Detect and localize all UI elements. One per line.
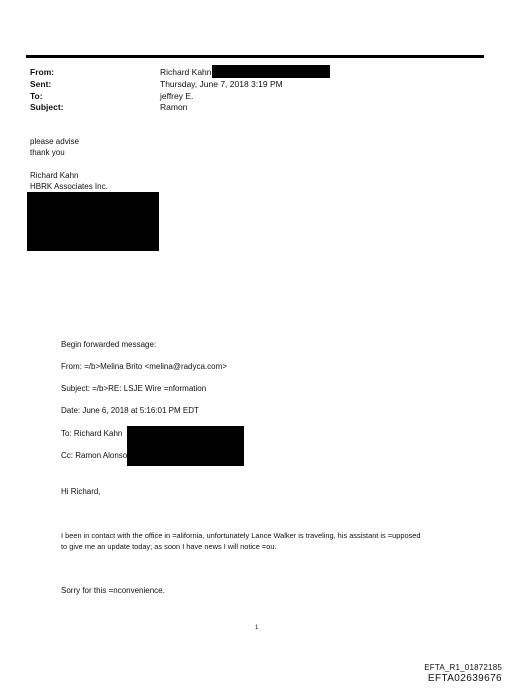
paragraph-line-2: to give me an update today; as soon I have news I will notice =ou. bbox=[61, 542, 277, 551]
signature-name: Richard Kahn bbox=[30, 171, 79, 180]
forwarded-intro: Begin forwarded message: bbox=[61, 340, 157, 349]
to-value: jeffrey E. bbox=[160, 91, 194, 101]
to-label: To: bbox=[30, 91, 43, 101]
redaction-to-email bbox=[127, 426, 244, 439]
header-rule bbox=[26, 55, 484, 58]
forwarded-to: To: Richard Kahn bbox=[61, 429, 123, 438]
redaction-from-email bbox=[212, 65, 330, 78]
greeting: Hi Richard, bbox=[61, 487, 101, 496]
closing-line: Sorry for this =nconvenience. bbox=[61, 586, 165, 595]
forwarded-date: Date: June 6, 2018 at 5:16:01 PM EDT bbox=[61, 406, 199, 415]
forwarded-subject: Subject: =/b>RE: LSJE Wire =nformation bbox=[61, 384, 207, 393]
sent-value: Thursday, June 7, 2018 3:19 PM bbox=[160, 79, 283, 89]
redaction-signature-block bbox=[27, 192, 159, 251]
bates-number-primary: EFTA_R1_01872185 bbox=[424, 663, 502, 672]
from-label: From: bbox=[30, 67, 55, 77]
body-line-1: please advise bbox=[30, 137, 79, 146]
bates-number-secondary: EFTA02639676 bbox=[427, 673, 502, 684]
forwarded-from: From: =/b>Melina Brito <melina@radyca.com> bbox=[61, 362, 227, 371]
signature-company: HBRK Associates Inc. bbox=[30, 182, 108, 191]
subject-value: Ramon bbox=[160, 102, 188, 112]
subject-label: Subject: bbox=[30, 102, 64, 112]
redaction-cc-email bbox=[127, 439, 244, 466]
sent-label: Sent: bbox=[30, 79, 52, 89]
forwarded-cc: Cc: Ramon Alonso bbox=[61, 451, 128, 460]
page-number: 1 bbox=[255, 625, 259, 631]
body-line-2: thank you bbox=[30, 148, 65, 157]
paragraph-line-1: I been in contact with the office in =alifornia, unfortunately Lance Walker is traveling, his assistant is =upposed bbox=[61, 531, 421, 540]
from-value: Richard Kahn bbox=[160, 67, 212, 77]
